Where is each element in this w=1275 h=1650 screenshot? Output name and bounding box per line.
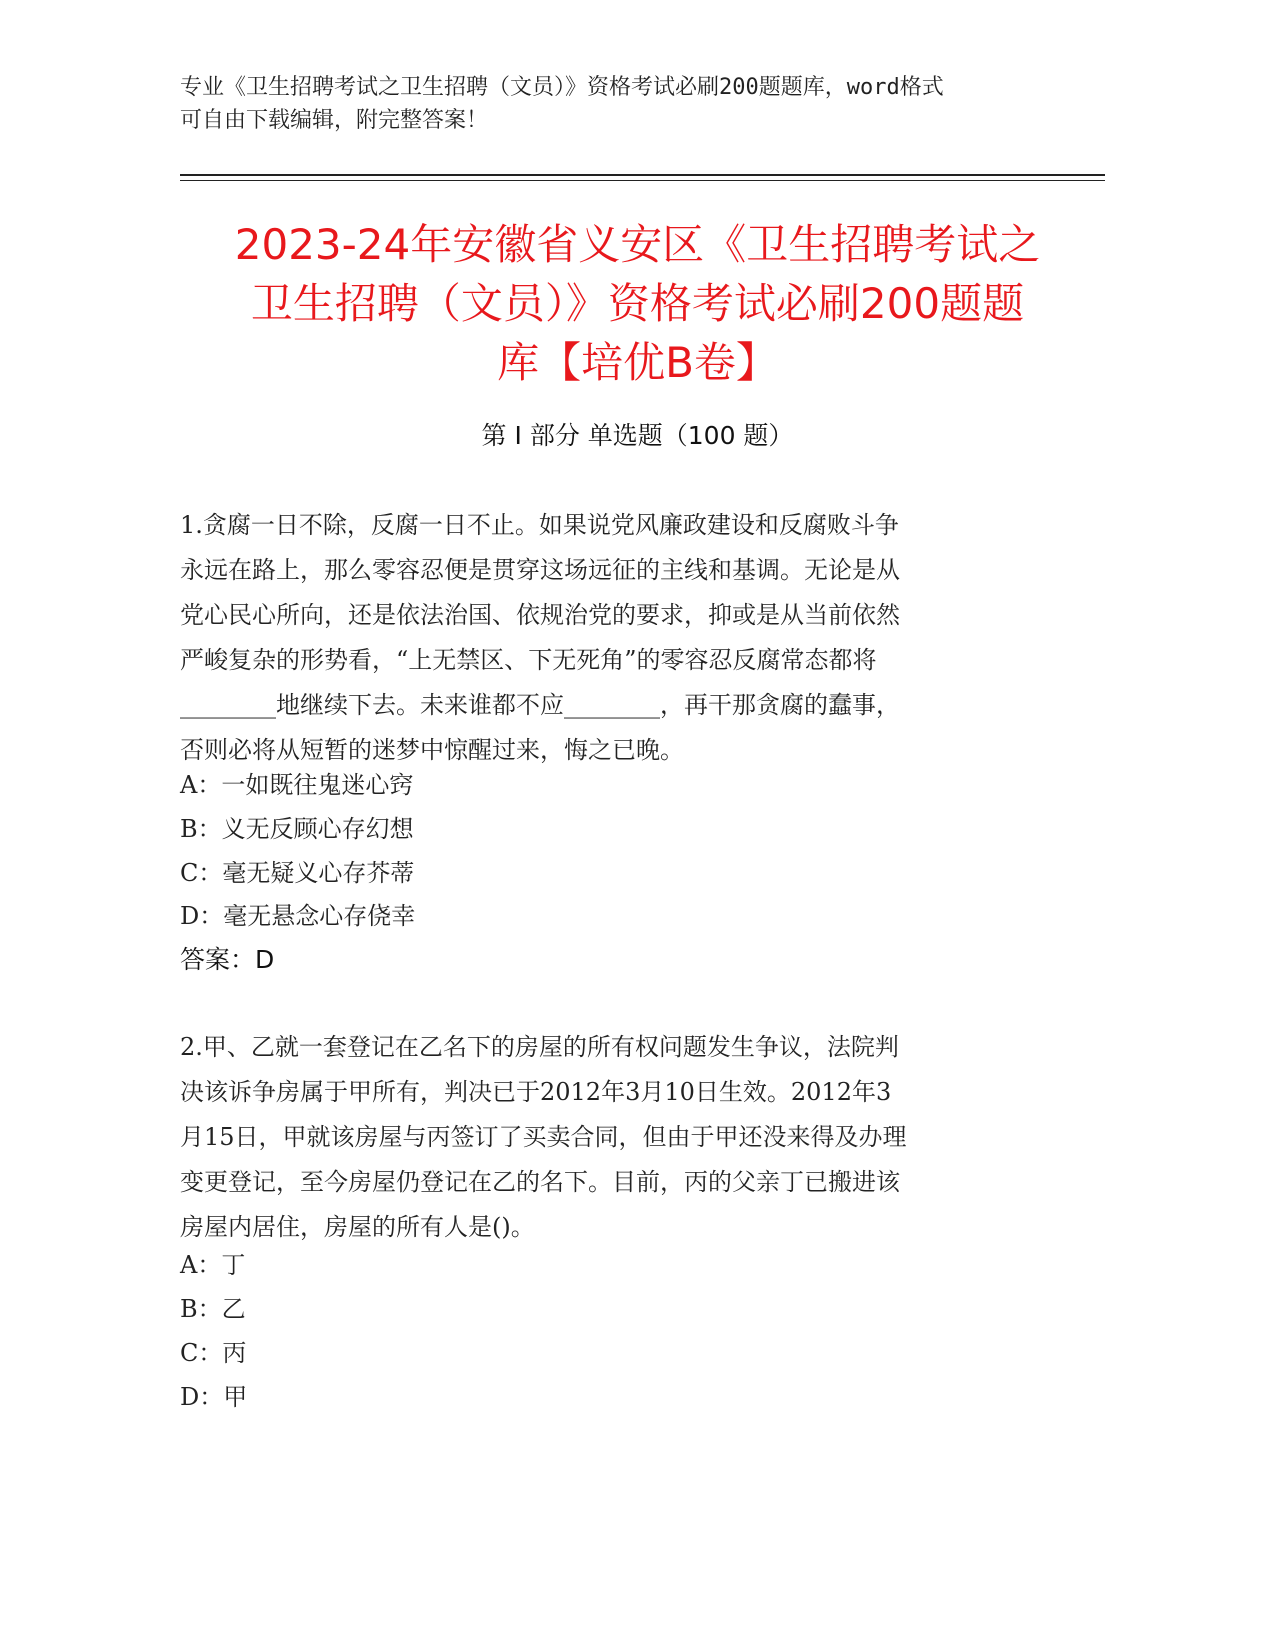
question-1-answer: 答案：D [180, 945, 275, 974]
question-2-option-b: B：乙 [180, 1295, 246, 1323]
question-1-line: 永远在路上，那么零容忍便是贯穿这场远征的主线和基调。无论是从 [180, 556, 900, 584]
question-2-stem [180, 1025, 1040, 1250]
document-header [180, 71, 1060, 137]
question-2-option-c: C：丙 [180, 1339, 247, 1367]
question-1-option-a: A：一如既往鬼迷心窍 [180, 771, 414, 799]
question-1-line: ________地继续下去。未来谁都不应________，再干那贪腐的蠢事， [180, 691, 900, 719]
question-2-line: 房屋内居住，房屋的所有人是()。 [180, 1213, 535, 1241]
title-line-3: 库【培优B卷】 [497, 338, 778, 387]
question-2-line: 2.甲、乙就一套登记在乙名下的房屋的所有权问题发生争议，法院判 [180, 1033, 899, 1061]
header-divider-thin [180, 180, 1105, 181]
question-2-option-a: A：丁 [180, 1251, 246, 1279]
question-1-option-b: B：义无反顾心存幻想 [180, 815, 414, 843]
question-2-line: 变更登记，至今房屋仍登记在乙的名下。目前，丙的父亲丁已搬进该 [180, 1168, 900, 1196]
header-line-2: 可自由下载编辑，附完整答案！ [180, 108, 489, 133]
header-divider-thick [180, 174, 1105, 176]
header-line-1: 专业《卫生招聘考试之卫生招聘（文员）》资格考试必刷200题题库，word格式 [180, 75, 944, 100]
question-2-line: 月15日，甲就该房屋与丙签订了买卖合同，但由于甲还没来得及办理 [180, 1123, 907, 1151]
question-1-line: 党心民心所向，还是依法治国、依规治党的要求，抑或是从当前依然 [180, 601, 900, 629]
question-2-line: 决该诉争房属于甲所有，判决已于2012年3月10日生效。2012年3 [180, 1078, 892, 1106]
question-1-line: 严峻复杂的形势看，“上无禁区、下无死角”的零容忍反腐常态都将 [180, 646, 877, 674]
question-1-line: 1.贪腐一日不除，反腐一日不止。如果说党风廉政建设和反腐败斗争 [180, 511, 899, 539]
question-1-option-c: C：毫无疑义心存芥蒂 [180, 859, 415, 887]
title-line-1: 2023-24年安徽省义安区《卫生招聘考试之 [234, 220, 1041, 269]
section-heading: 第 I 部分 单选题（100 题） [481, 421, 794, 450]
question-1-line: 否则必将从短暂的迷梦中惊醒过来，悔之已晚。 [180, 736, 684, 764]
document-title [160, 215, 1115, 392]
question-2-option-d: D：甲 [180, 1383, 248, 1411]
question-1-stem [180, 503, 1040, 773]
title-line-2: 卫生招聘（文员）》资格考试必刷200题题 [250, 279, 1025, 328]
question-1-option-d: D：毫无悬念心存侥幸 [180, 902, 416, 930]
